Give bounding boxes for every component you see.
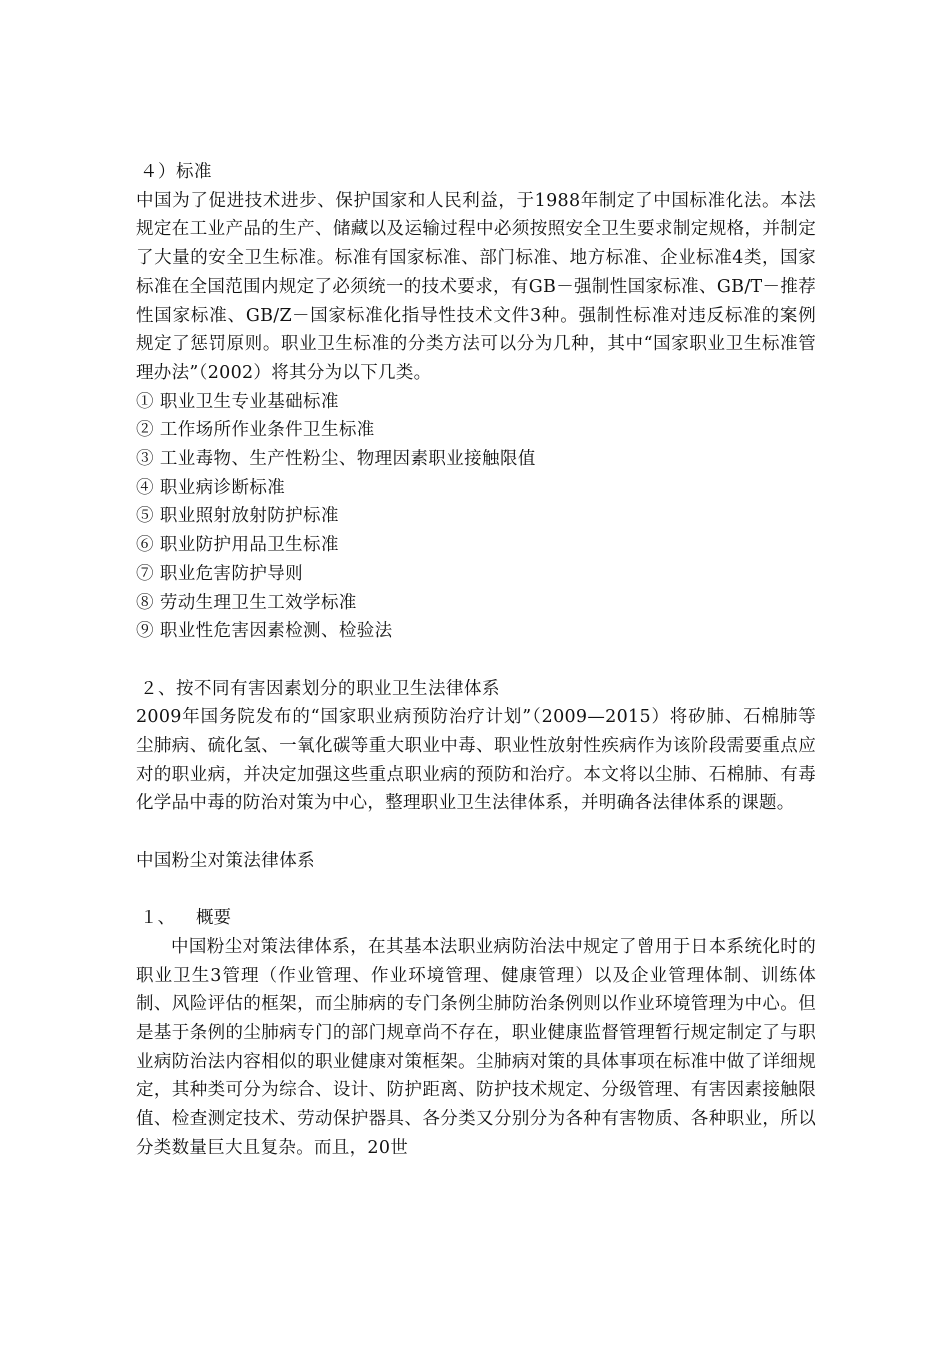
hazard-law-heading: ２、按不同有害因素划分的职业卫生法律体系 xyxy=(140,678,500,699)
list-item: ⑧ 劳动生理卫生工效学标准 xyxy=(136,592,357,613)
list-item: ⑨ 职业性危害因素检测、检验法 xyxy=(136,621,393,642)
standards-paragraph: 中国为了促进技术进步、保护国家和人民利益，于1988年制定了中国标准化法。本法规定在工业产品的生产、储藏以及运输过程中必须按照安全卫生要求制定规格，并制定了大量的安全卫生标准。标准有国家标准、部门标准、地方标准、企业标准4类，国家标准在全国范围内规定了必须统一的技术要求，有GB－强制性国家标准、GB/T－推荐性国家标准、GB/Z－国家标准化指导性技术文件3种。强制性标准对违反标准的案例规定了惩罚原则。职业卫生标准的分类方法可以分为几种，其中“国家职业卫生标准管理办法”（2002）将其分为以下几类。 xyxy=(136,190,816,383)
list-item: ④ 职业病诊断标准 xyxy=(136,477,286,498)
spacer xyxy=(136,876,816,905)
list-item: ⑥ 职业防护用品卫生标准 xyxy=(136,535,339,556)
dust-sub-number: １、 xyxy=(140,908,175,929)
document-page xyxy=(136,158,816,1163)
standards-heading: ４）标准 xyxy=(140,162,212,182)
hazard-law-paragraph: 2009年国务院发布的“国家职业病预防治疗计划”（2009—2015）将矽肺、石棉肺等尘肺病、硫化氢、一氧化碳等重大职业中毒、职业性放射性疾病作为该阶段需要重点应对的职业病，并决定加强这些重点职业病的预防和治疗。本文将以尘肺、石棉肺、有毒化学品中毒的防治对策为中心，整理职业卫生法律体系，并明确各法律体系的课题。 xyxy=(136,707,816,814)
list-item: ② 工作场所作业条件卫生标准 xyxy=(136,420,375,441)
list-item: ⑦ 职业危害防护导则 xyxy=(136,563,304,584)
list-item: ③ 工业毒物、生产性粉尘、物理因素职业接触限值 xyxy=(136,449,536,470)
dust-sub-heading xyxy=(136,904,816,933)
spacer xyxy=(136,818,816,847)
spacer xyxy=(136,646,816,675)
dust-section-title: 中国粉尘对策法律体系 xyxy=(136,850,315,871)
dust-sub-title: 概要 xyxy=(196,908,231,929)
list-item: ① 职业卫生专业基础标准 xyxy=(136,391,339,412)
standards-list xyxy=(136,388,816,646)
list-item: ⑤ 职业照射放射防护标准 xyxy=(136,506,339,527)
dust-paragraph: 中国粉尘对策法律体系，在其基本法职业病防治法中规定了曾用于日本系统化时的职业卫生3管理（作业管理、作业环境管理、健康管理）以及企业管理体制、训练体制、风险评估的框架，而尘肺病的专门条例尘肺防治条例则以作业环境管理为中心。但是基于条例的尘肺病专门的部门规章尚不存在，职业健康监督管理暂行规定制定了与职业病防治法内容相似的职业健康对策框架。尘肺病对策的具体事项在标准中做了详细规定，其种类可分为综合、设计、防护距离、防护技术规定、分级管理、有害因素接触限值、检查测定技术、劳动保护器具、各分类又分别分为各种有害物质、各种职业，所以分类数量巨大且复杂。而且，20世 xyxy=(136,936,816,1158)
